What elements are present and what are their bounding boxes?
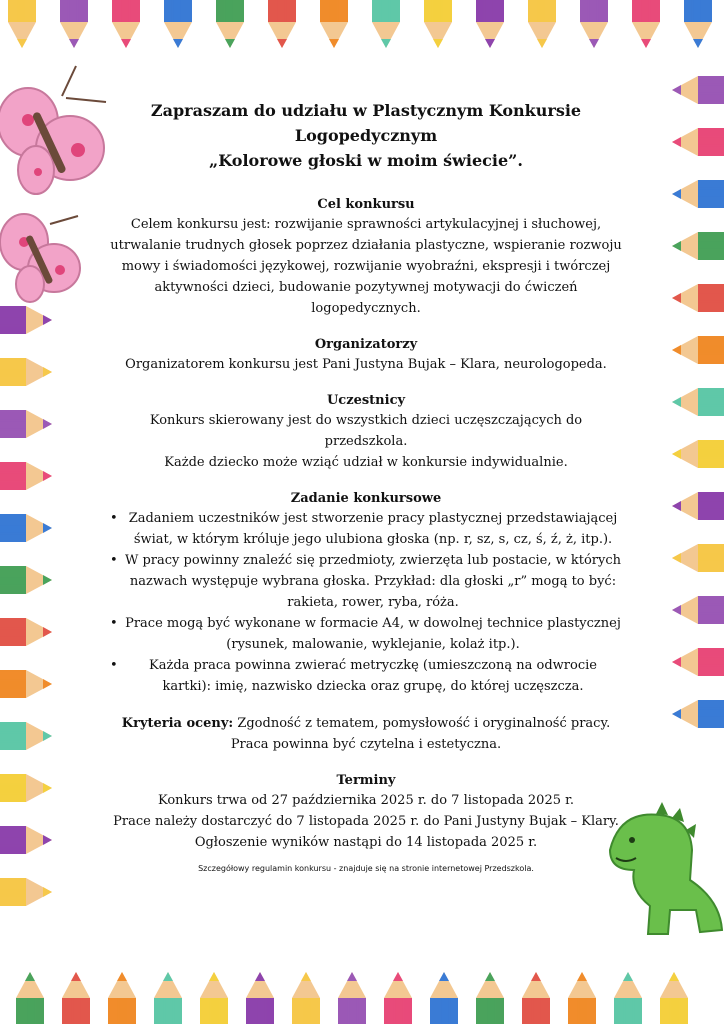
participants-heading: Uczestnicy (326, 393, 406, 408)
pencil-border-top (8, 0, 712, 48)
pencil-icon (580, 0, 608, 48)
pencil-icon (672, 492, 724, 520)
pencil-icon (684, 0, 712, 48)
footnote: Szczegółowy regulamin konkursu - znajduje się na stronie internetowej Przedszkola. (198, 864, 534, 873)
pencil-icon (528, 0, 556, 48)
task-item-text: W pracy powinny znaleźć się przedmioty, zwierzęta lub postacie, w których nazwach występuje wybrana głoska. Przykład: dla głoski „r” mogą to być: rakieta, rower, ryba, róża. (124, 553, 622, 610)
pencil-icon (246, 972, 274, 1024)
title-line-3: „Kolorowe głoski w moim świecie”. (209, 151, 523, 170)
list-item (110, 655, 622, 697)
goal-text: Celem konkursu jest: rozwijanie sprawności artykulacyjnej i słuchowej, utrwalanie trudnych głosek poprzez działania plastyczne, wspieranie rozwoju mowy i świadomości językowej, rozwijanie wyobraźni, ekspresji i twórczej aktywności dzieci, budowanie pozytywnej motywacji do ćwiczeń logopedycznych. (110, 217, 622, 316)
pencil-icon (0, 514, 52, 542)
task-section (110, 489, 622, 697)
participants-line-2: Każde dziecko może wziąć udział w konkursie indywidualnie. (164, 455, 568, 470)
butterfly-icon (0, 66, 106, 194)
participants-section (110, 391, 622, 473)
pencil-icon (16, 972, 44, 1024)
goal-heading: Cel konkursu (317, 197, 415, 212)
task-item-text: Każda praca powinna zwierać metryczkę (umieszczoną na odwrocie kartki): imię, nazwisko dziecka oraz grupę, do której uczęszcza. (149, 658, 597, 694)
pencil-icon (268, 0, 296, 48)
pencil-icon (430, 972, 458, 1024)
organizers-heading: Organizatorzy (314, 337, 418, 352)
title-line-2: Logopedycznym (294, 126, 438, 145)
pencil-icon (0, 618, 52, 646)
pencil-icon (672, 648, 724, 676)
pencil-icon (292, 972, 320, 1024)
pencil-icon (522, 972, 550, 1024)
criteria-section (110, 713, 622, 755)
pencil-icon (8, 0, 36, 48)
pencil-icon (0, 774, 52, 802)
participants-line-1: Konkurs skierowany jest do wszystkich dzieci uczęszczających do przedszkola. (149, 413, 583, 449)
dates-section (110, 771, 622, 875)
criteria-text-1: Zgodność z tematem, pomysłowość i oryginalność pracy. (233, 716, 611, 731)
pencil-icon (0, 826, 52, 854)
pencil-icon (672, 128, 724, 156)
list-item (110, 550, 622, 613)
pencil-icon (0, 462, 52, 490)
pencil-icon (672, 232, 724, 260)
pencil-icon (660, 972, 688, 1024)
pencil-icon (338, 972, 366, 1024)
task-item-text: Prace mogą być wykonane w formacie A4, w dowolnej technice plastycznej (rysunek, malowanie, wyklejanie, kolaż itp.). (125, 616, 621, 652)
bullet-icon: • (110, 616, 118, 631)
pencil-icon (0, 358, 52, 386)
pencil-icon (320, 0, 348, 48)
task-item-text: Zadaniem uczestników jest stworzenie pracy plastycznej przedstawiającej świat, w którym króluje jego ulubiona głoska (np. r, sz, s, cz, ś, ź, ż, itp.). (128, 511, 618, 547)
pencil-icon (0, 306, 52, 334)
pencil-icon (62, 972, 90, 1024)
pencil-icon (614, 972, 642, 1024)
butterfly-icon (0, 214, 80, 302)
dates-line-3: Ogłoszenie wyników nastąpi do 14 listopada 2025 r. (194, 835, 538, 850)
pencil-icon (672, 180, 724, 208)
criteria-label: Kryteria oceny: (121, 716, 234, 731)
dates-line-2: Prace należy dostarczyć do 7 listopada 2025 r. do Pani Justyny Bujak – Klary. (113, 814, 619, 829)
title-line-1: Zapraszam do udziału w Plastycznym Konkursie (150, 101, 582, 120)
pencil-icon (0, 670, 52, 698)
pencil-icon (672, 76, 724, 104)
pencil-icon (476, 0, 504, 48)
pencil-icon (384, 972, 412, 1024)
dates-heading: Terminy (336, 773, 396, 788)
pencil-icon (0, 566, 52, 594)
pencil-icon (672, 284, 724, 312)
pencil-icon (0, 410, 52, 438)
pencil-icon (0, 878, 52, 906)
pencil-border-right (672, 76, 724, 728)
page-title (110, 98, 622, 173)
pencil-icon (216, 0, 244, 48)
bullet-icon: • (110, 511, 118, 526)
pencil-icon (424, 0, 452, 48)
pencil-icon (154, 972, 182, 1024)
task-heading: Zadanie konkursowe (290, 491, 442, 506)
pencil-icon (672, 544, 724, 572)
list-item (110, 508, 622, 550)
pencil-icon (672, 440, 724, 468)
pencil-icon (112, 0, 140, 48)
bullet-icon: • (110, 553, 118, 568)
organizers-text: Organizatorem konkursu jest Pani Justyna Bujak – Klara, neurologopeda. (125, 357, 607, 372)
pencil-border-left (0, 306, 52, 906)
dates-line-1: Konkurs trwa od 27 października 2025 r. do 7 listopada 2025 r. (157, 793, 575, 808)
pencil-icon (164, 0, 192, 48)
list-item (110, 613, 622, 655)
dinosaur-icon (610, 802, 722, 934)
pencil-icon (568, 972, 596, 1024)
pencil-icon (0, 722, 52, 750)
criteria-line-2: Praca powinna być czytelna i estetyczna. (230, 737, 502, 752)
bullet-icon: • (110, 658, 118, 673)
organizers-section (110, 335, 622, 375)
task-list (110, 508, 622, 697)
pencil-icon (672, 388, 724, 416)
pencil-border-bottom (16, 972, 688, 1024)
pencil-icon (672, 596, 724, 624)
pencil-icon (372, 0, 400, 48)
pencil-icon (632, 0, 660, 48)
pencil-icon (108, 972, 136, 1024)
pencil-icon (672, 700, 724, 728)
pencil-icon (476, 972, 504, 1024)
invitation-content (110, 98, 622, 891)
pencil-icon (200, 972, 228, 1024)
pencil-icon (60, 0, 88, 48)
pencil-icon (672, 336, 724, 364)
goal-section (110, 195, 622, 319)
criteria-line-1 (110, 713, 622, 734)
